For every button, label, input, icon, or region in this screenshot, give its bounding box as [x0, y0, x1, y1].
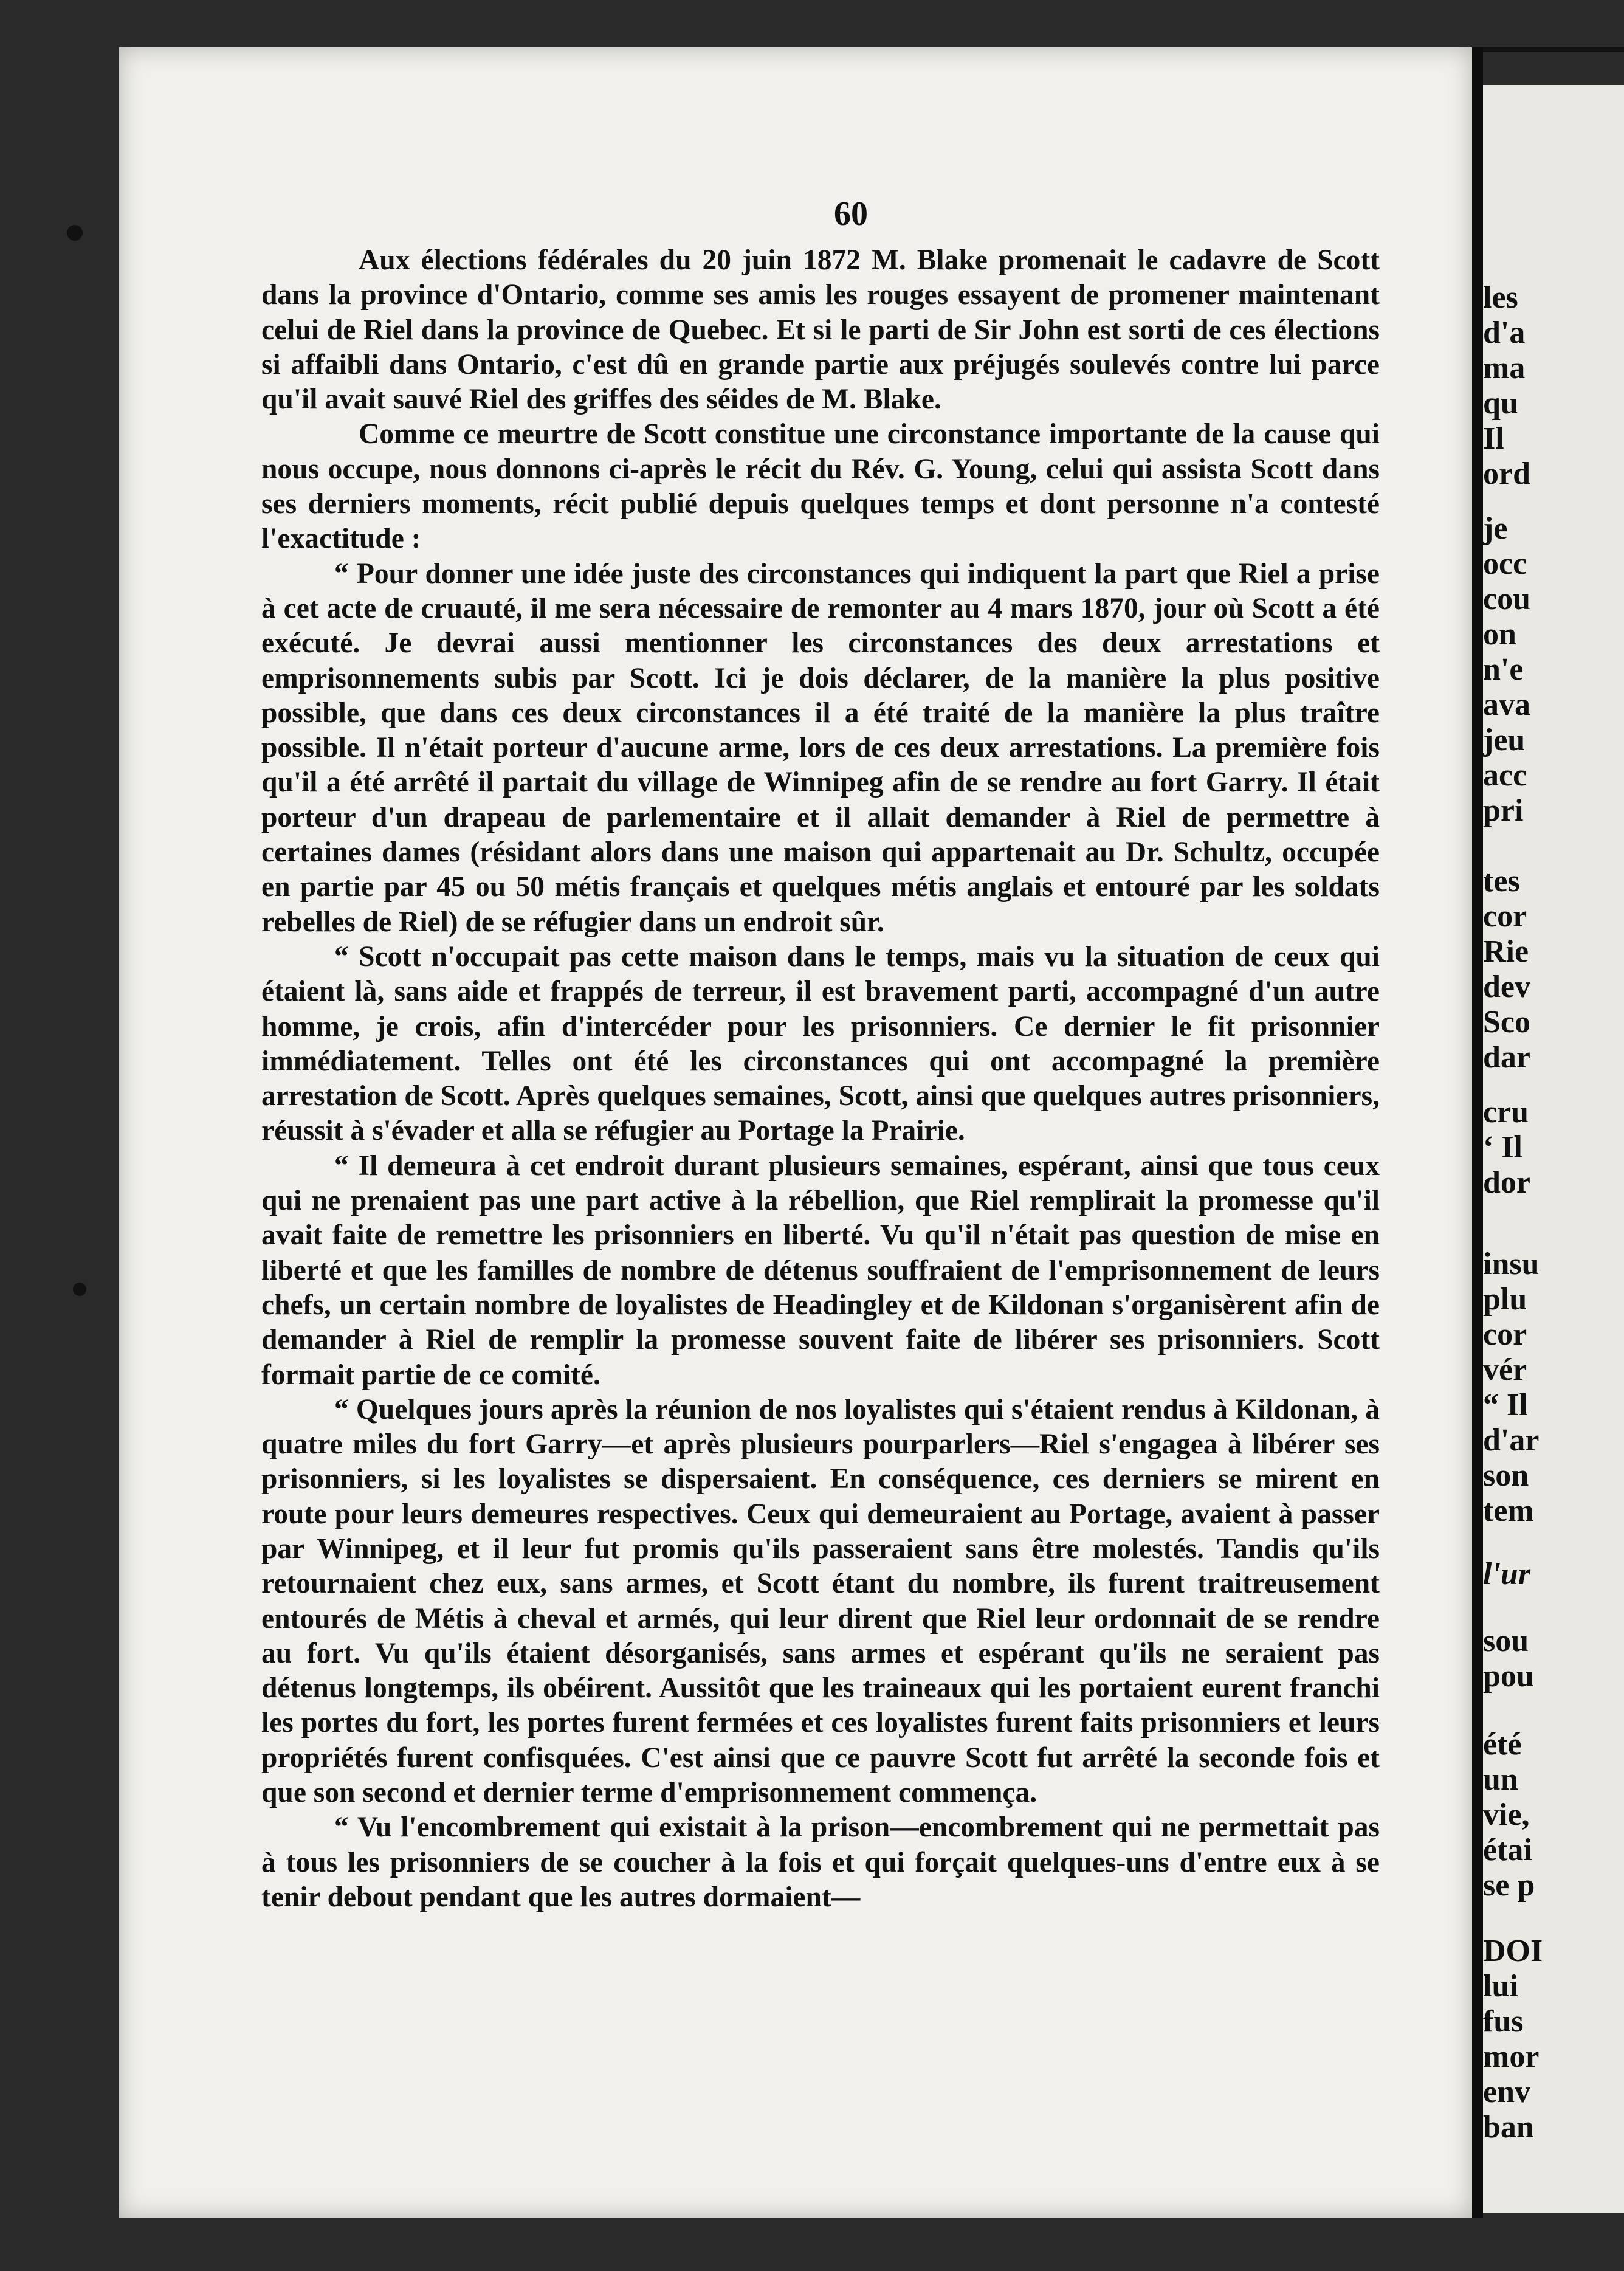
adjacent-fragment: n'e [1483, 652, 1524, 687]
adjacent-fragment: fus [1483, 2004, 1524, 2039]
adjacent-fragment: ord [1483, 457, 1530, 491]
adjacent-fragment: cru [1483, 1095, 1529, 1129]
adjacent-fragment: tes [1483, 864, 1520, 898]
adjacent-fragment: d'a [1483, 315, 1526, 350]
paragraph: “ Pour donner une idée juste des circonstances qui indiquent la part que Riel a prise à cet acte de cruauté, il me sera nécessaire de remonter au 4 mars 1870, jour où Scott a été exécuté. Je devrai aussi mentionner les circonstances des deux arrestations et emprisonnements subis par Scott. Ici je dois déclarer, de la manière la plus positive possible, que dans ces deux circonstances il a été traité de la manière la plus traître possible. Il n'était porteur d'aucune arme, lors de ces deux arrestations. La première fois qu'il a été arrêté il partait du village de Winnipeg afin de se rendre au fort Garry. Il était porteur d'un drapeau de parlementaire et il allait demander à Riel de permettre à certaines dames (résidant alors dans une maison qui appartenait au Dr. Schultz, occupée en partie par 45 ou 50 métis français et quelques métis anglais et entouré par les soldats rebelles de Riel) de se réfugier dans un endroit sûr. [261, 557, 1380, 938]
paragraph: Aux élections fédérales du 20 juin 1872 M. Blake promenait le cadavre de Scott dans la province d'Ontario, comme ses amis les rouges essayent de promener maintenant celui de Riel dans la province de Quebec. Et si le parti de Sir John est sorti de ces élections si affaibli dans Ontario, c'est dû en grande partie aux préjugés soulevés contre lui parce qu'il avait sauvé Riel des griffes des séides de M. Blake. [261, 244, 1380, 416]
adjacent-fragment: son [1483, 1458, 1529, 1493]
scan-speck [67, 225, 83, 241]
page-body [261, 243, 1380, 1915]
adjacent-fragment: cor [1483, 899, 1527, 934]
adjacent-fragment: d'ar [1483, 1423, 1540, 1458]
adjacent-fragment: on [1483, 617, 1516, 652]
page-number: 60 [834, 195, 868, 233]
adjacent-fragment: étai [1483, 1833, 1532, 1867]
adjacent-fragment: qu [1483, 386, 1518, 421]
adjacent-fragment: sou [1483, 1624, 1529, 1658]
paragraph: “ Scott n'occupait pas cette maison dans le temps, mais vu la situation de ceux qui étaient là, sans aide et frappés de terreur, il est bravement parti, accompagné d'un autre homme, je crois, afin d'intercéder pour les prisonniers. Ce dernier le fit prisonnier immédiatement. Telles ont été les circonstances qui ont accompagné la première arrestation de Scott. Après quelques semaines, Scott, ainsi que quelques autres prisonniers, réussit à s'évader et alla se réfugier au Portage la Prairie. [261, 940, 1380, 1147]
adjacent-fragment: insu [1483, 1247, 1540, 1281]
adjacent-fragment: dar [1483, 1040, 1530, 1075]
adjacent-fragment: tem [1483, 1494, 1534, 1528]
adjacent-fragment: l'ur [1483, 1557, 1531, 1591]
adjacent-fragment: Sco [1483, 1005, 1530, 1039]
adjacent-fragment: mor [1483, 2039, 1540, 2074]
adjacent-fragment: lui [1483, 1969, 1518, 2004]
adjacent-fragment: cor [1483, 1317, 1527, 1352]
adjacent-fragment: plu [1483, 1282, 1527, 1317]
adjacent-fragment: jeu [1483, 723, 1526, 757]
paragraph: “ Vu l'encombrement qui existait à la prison—encombrement qui ne permettait pas à tous les prisonniers de se coucher à la fois et qui forçait quelques-uns d'entre eux à se tenir debout pendant que les autres dormaient— [261, 1811, 1380, 1913]
adjacent-fragment: se p [1483, 1868, 1535, 1903]
adjacent-fragment: occ [1483, 546, 1527, 581]
adjacent-fragment: DOI [1483, 1934, 1543, 1968]
adjacent-fragment: vie, [1483, 1797, 1530, 1832]
paragraph: “ Quelques jours après la réunion de nos loyalistes qui s'étaient rendus à Kildonan, à quatre miles du fort Garry—et après plusieurs pourparlers—Riel s'engagea à libérer ses prisonniers, si les loyalistes se dispersaient. En conséquence, ces derniers se mirent en route pour leurs demeures respectives. Ceux qui demeuraient au Portage, avaient à passer par Winnipeg, et il leur fut promis qu'ils passeraient sans être molestés. Tandis qu'ils retournaient chez eux, sans armes, et Scott étant du nombre, ils furent traitreusement entourés de Métis à cheval et armés, qui leur dirent que Riel leur ordonnait de se rendre au fort. Vu qu'ils étaient désorganisés, sans armes et espérant qu'ils ne seraient pas détenus longtemps, ils obéirent. Aussitôt que les traineaux qui les portaient eurent franchi les portes du fort, les portes furent fermées et ces loyalistes furent faits prisonniers et leurs propriétés furent confisquées. C'est ainsi que ce pauvre Scott fut arrêté la seconde fois et que son second et dernier terme d'emprisonnement commença. [261, 1393, 1380, 1809]
adjacent-fragment: env [1483, 2075, 1530, 2109]
paragraph: “ Il demeura à cet endroit durant plusieurs semaines, espérant, ainsi que tous ceux qui ne prenaient pas une part active à la rébellion, que Riel remplirait la promesse qu'il avait faite de remettre les prisonniers en liberté. Vu qu'il n'était pas question de mise en liberté et que les familles de nombre de détenus souffraient de l'emprisonnement de leurs chefs, un certain nombre de loyalistes de Headingley et de Kildonan s'organisèrent afin de demander à Riel de remplir la promesse souvent faite de libérer ses prisonniers. Scott formait partie de ce comité. [261, 1149, 1380, 1391]
adjacent-fragment: Rie [1483, 934, 1529, 969]
adjacent-fragment: ava [1483, 688, 1530, 722]
adjacent-fragment: un [1483, 1762, 1518, 1797]
adjacent-fragment: dor [1483, 1165, 1530, 1200]
adjacent-fragment: été [1483, 1727, 1522, 1762]
adjacent-fragment: je [1483, 511, 1508, 546]
adjacent-fragment: ‘ Il [1483, 1130, 1522, 1165]
adjacent-fragment: les [1483, 280, 1518, 315]
paragraph: Comme ce meurtre de Scott constitue une circonstance importante de la cause qui nous occupe, nous donnons ci-après le récit du Rév. G. Young, celui qui assista Scott dans ses derniers moments, récit publié depuis quelques temps et dont personne n'a contesté l'exactitude : [261, 418, 1380, 555]
adjacent-fragment: ma [1483, 351, 1526, 385]
adjacent-fragment: ban [1483, 2110, 1534, 2145]
adjacent-fragment: “ Il [1483, 1388, 1528, 1422]
adjacent-page [1483, 85, 1624, 2213]
page-gutter [1472, 47, 1483, 2218]
adjacent-fragment: Il [1483, 421, 1504, 456]
adjacent-fragment: cou [1483, 582, 1530, 616]
scan-speck [73, 1283, 86, 1296]
adjacent-fragment: vér [1483, 1353, 1527, 1387]
adjacent-fragment: acc [1483, 758, 1527, 793]
adjacent-fragment: pou [1483, 1659, 1534, 1694]
adjacent-fragment: pri [1483, 793, 1524, 828]
adjacent-fragment: dev [1483, 970, 1530, 1004]
